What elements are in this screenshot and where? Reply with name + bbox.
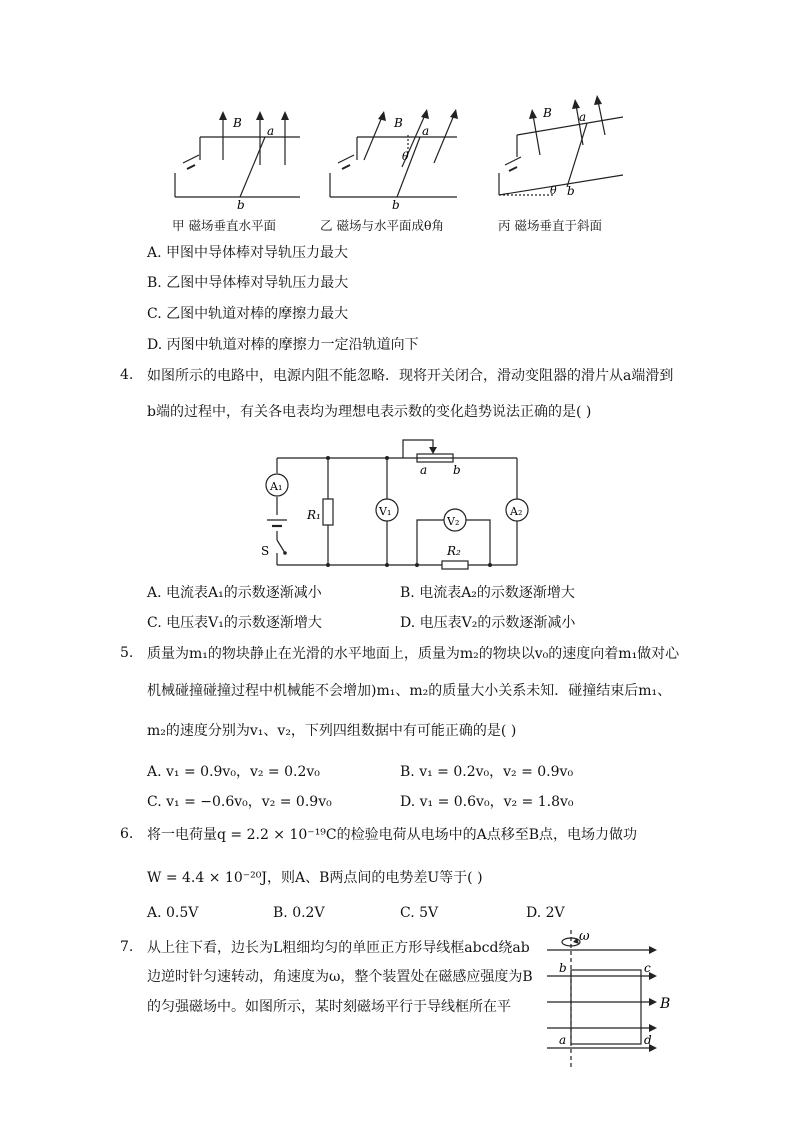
q4-number: 4. (120, 367, 134, 383)
figure-yi (322, 105, 462, 210)
q7-fig-d: d (644, 1033, 652, 1047)
circuit-b: b (453, 463, 461, 477)
figure-bing (495, 95, 625, 205)
figure-jia (165, 105, 305, 210)
q4-option-b[interactable]: B. 电流表A₂的示数逐渐增大 (400, 585, 575, 601)
q3-option-a[interactable]: A. 甲图中导体棒对导轨压力最大 (147, 245, 349, 261)
q7-figure (545, 928, 675, 1073)
q5-number: 5. (120, 645, 134, 661)
circuit-S: S (261, 544, 270, 558)
q5-stem-line3: m₂的速度分别为v₁、v₂，下列四组数据中有可能正确的是( ) (147, 723, 517, 739)
q6-option-d[interactable]: D. 2V (526, 905, 565, 921)
q6-option-b[interactable]: B. 0.2V (273, 905, 325, 921)
q3-option-c[interactable]: C. 乙图中轨道对棒的摩擦力最大 (147, 306, 349, 322)
q6-option-c[interactable]: C. 5V (400, 905, 439, 921)
q7-number: 7. (120, 939, 134, 955)
fig-bing-a: a (579, 110, 587, 124)
fig-yi-caption: 乙 磁场与水平面成θ角 (320, 218, 444, 233)
q4-option-a[interactable]: A. 电流表A₁的示数逐渐减小 (147, 585, 322, 601)
q4-circuit (255, 435, 535, 570)
fig-yi-a: a (422, 124, 430, 138)
q4-stem-line2: b端的过程中，有关各电表均为理想电表示数的变化趋势说法正确的是( ) (147, 404, 592, 420)
q4-option-c[interactable]: C. 电压表V₁的示数逐渐增大 (147, 615, 322, 631)
q4-stem-line1: 如图所示的电路中，电源内阻不能忽略．现将开关闭合，滑动变阻器的滑片从a端滑到 (147, 368, 674, 384)
circuit-V1: V₁ (379, 505, 392, 518)
fig-yi-B: B (394, 116, 403, 130)
circuit-a: a (420, 463, 428, 477)
q5-option-a[interactable]: A. v₁ = 0.9v₀，v₂ = 0.2v₀ (147, 764, 320, 780)
q7-stem-line1: 从上往下看，边长为L粗细均匀的单匝正方形导线框abcd绕ab (147, 940, 530, 956)
circuit-A1: A₁ (270, 480, 283, 493)
q3-option-d[interactable]: D. 丙图中轨道对棒的摩擦力一定沿轨道向下 (147, 337, 419, 353)
q5-stem-line2: 机械碰撞碰撞过程中机械能不会增加)m₁、m₂的质量大小关系未知．碰撞结束后m₁、 (147, 683, 672, 699)
q5-option-b[interactable]: B. v₁ = 0.2v₀，v₂ = 0.9v₀ (400, 764, 574, 780)
circuit-R2: R₂ (447, 544, 461, 558)
fig-jia-b: b (237, 198, 245, 212)
q7-fig-a: a (559, 1033, 567, 1047)
fig-jia-B: B (233, 116, 242, 130)
q4-option-d[interactable]: D. 电压表V₂的示数逐渐减小 (400, 615, 576, 631)
circuit-A2: A₂ (510, 505, 523, 518)
q6-stem-line1: 将一电荷量q = 2.2 × 10⁻¹⁹C的检验电荷从电场中的A点移至B点，电场力做功 (147, 827, 638, 843)
circuit-R1: R₁ (307, 508, 321, 522)
fig-bing-theta: θ (550, 184, 557, 197)
q7-fig-B: B (660, 996, 671, 1012)
fig-bing-caption: 丙 磁场垂直于斜面 (498, 218, 602, 233)
fig-bing-B: B (543, 106, 552, 120)
q7-fig-omega: ω (579, 929, 590, 944)
q6-number: 6. (120, 826, 134, 842)
q7-fig-c: c (644, 961, 651, 975)
q3-option-b[interactable]: B. 乙图中导体棒对导轨压力最大 (147, 275, 349, 291)
q7-fig-b: b (559, 961, 567, 975)
q7-stem-line3: 的匀强磁场中。如图所示，某时刻磁场平行于导线框所在平 (147, 999, 511, 1015)
q5-option-c[interactable]: C. v₁ = −0.6v₀，v₂ = 0.9v₀ (147, 794, 332, 810)
fig-jia-a: a (267, 124, 275, 138)
q7-stem-line2: 边逆时针匀速转动，角速度为ω，整个装置处在磁感应强度为B (147, 969, 533, 985)
fig-yi-b: b (392, 198, 400, 212)
q5-stem-line1: 质量为m₁的物块静止在光滑的水平地面上，质量为m₂的物块以v₀的速度向着m₁做对心 (147, 646, 680, 662)
q6-option-a[interactable]: A. 0.5V (147, 905, 199, 921)
circuit-V2: V₂ (447, 515, 460, 528)
fig-yi-theta: θ (402, 150, 409, 163)
fig-jia-caption: 甲 磁场垂直水平面 (172, 218, 276, 233)
fig-bing-b: b (567, 184, 575, 198)
q6-stem-line2: W = 4.4 × 10⁻²⁰J，则A、B两点间的电势差U等于( ) (147, 870, 483, 886)
q5-option-d[interactable]: D. v₁ = 0.6v₀，v₂ = 1.8v₀ (400, 794, 574, 810)
